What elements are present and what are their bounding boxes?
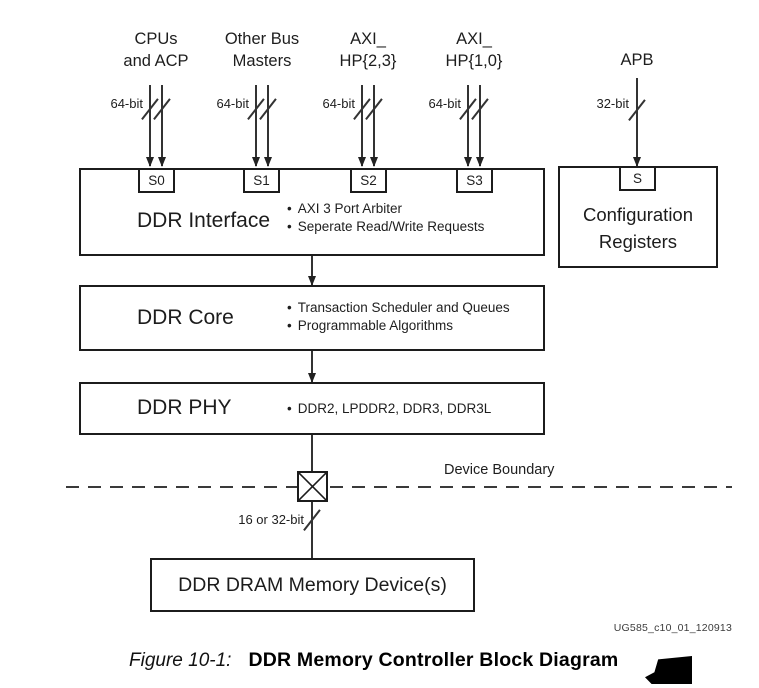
figure-number-label: Figure 10-1: — [129, 650, 232, 671]
bus-arrow — [267, 85, 269, 166]
ddr-core-bullets — [287, 299, 510, 335]
master-group-apb — [571, 50, 703, 168]
ddr-phy-title: DDR PHY — [137, 396, 232, 419]
bus-arrow — [636, 78, 638, 166]
document-reference-tag: UG585_c10_01_120913 — [613, 622, 732, 634]
port-box-s3: S3 — [456, 168, 493, 193]
figure-title: DDR Memory Controller Block Diagram — [248, 649, 619, 671]
bullet-item: • DDR2, LPDDR2, DDR3, DDR3L — [287, 400, 491, 418]
ddr-interface-bullets — [287, 200, 484, 236]
bullet-item: • Transaction Scheduler and Queues — [287, 299, 510, 317]
configuration-registers-title — [558, 201, 718, 255]
master-group-axi-hp10 — [408, 28, 540, 168]
master-label-line1: Other Bus — [224, 30, 300, 48]
ddr-dram-block — [150, 558, 475, 612]
ddr-interface-title: DDR Interface — [137, 209, 271, 232]
port-box-s0: S0 — [138, 168, 175, 193]
ddr-dram-title: DDR DRAM Memory Device(s) — [178, 574, 447, 596]
master-label-line2: Masters — [232, 52, 292, 70]
master-label-line2: and ACP — [123, 52, 189, 70]
io-pad-icon — [297, 471, 328, 502]
port-box-s1: S1 — [243, 168, 280, 193]
port-box-s-apb: S — [619, 166, 656, 191]
device-boundary-label: Device Boundary — [444, 462, 555, 478]
connector-pad-to-dram — [311, 502, 313, 558]
connector-interface-to-core — [311, 256, 313, 285]
config-title-line2: Registers — [598, 231, 678, 252]
master-label-line2: HP{1,0} — [445, 52, 503, 70]
bus-arrow — [373, 85, 375, 166]
connector-phy-to-pad — [311, 435, 313, 472]
connector-core-to-phy — [311, 351, 313, 382]
master-label-line1: AXI_ — [350, 30, 386, 48]
apb-label: APB — [620, 51, 654, 69]
bus-arrow — [479, 85, 481, 166]
io-pad-x-glyph — [299, 473, 326, 500]
bus-width-label-dram: 16 or 32-bit — [238, 512, 304, 527]
ink-smudge-artifact — [645, 656, 692, 684]
bus-width-label: 64-bit — [322, 96, 355, 111]
bus-arrow — [467, 85, 469, 166]
bus-arrow — [361, 85, 363, 166]
bus-width-label: 32-bit — [596, 96, 629, 111]
bullet-item: • Programmable Algorithms — [287, 317, 510, 335]
figure-caption — [129, 649, 618, 672]
bullet-item: • AXI 3 Port Arbiter — [287, 200, 484, 218]
ddr-core-title: DDR Core — [137, 306, 234, 329]
bus-width-label: 64-bit — [428, 96, 461, 111]
bus-arrow — [161, 85, 163, 166]
bullet-item: • Seperate Read/Write Requests — [287, 218, 484, 236]
config-title-line1: Configuration — [582, 204, 694, 225]
master-label-line2: HP{2,3} — [339, 52, 397, 70]
master-label-line1: AXI_ — [456, 30, 492, 48]
master-label-line1: CPUs — [134, 30, 178, 48]
bus-arrow — [255, 85, 257, 166]
bus-width-label: 64-bit — [110, 96, 143, 111]
bus-arrow — [149, 85, 151, 166]
port-box-s2: S2 — [350, 168, 387, 193]
bus-width-label: 64-bit — [216, 96, 249, 111]
ddr-phy-bullets — [287, 400, 491, 418]
device-boundary-line — [66, 486, 732, 488]
master-label — [408, 28, 540, 72]
